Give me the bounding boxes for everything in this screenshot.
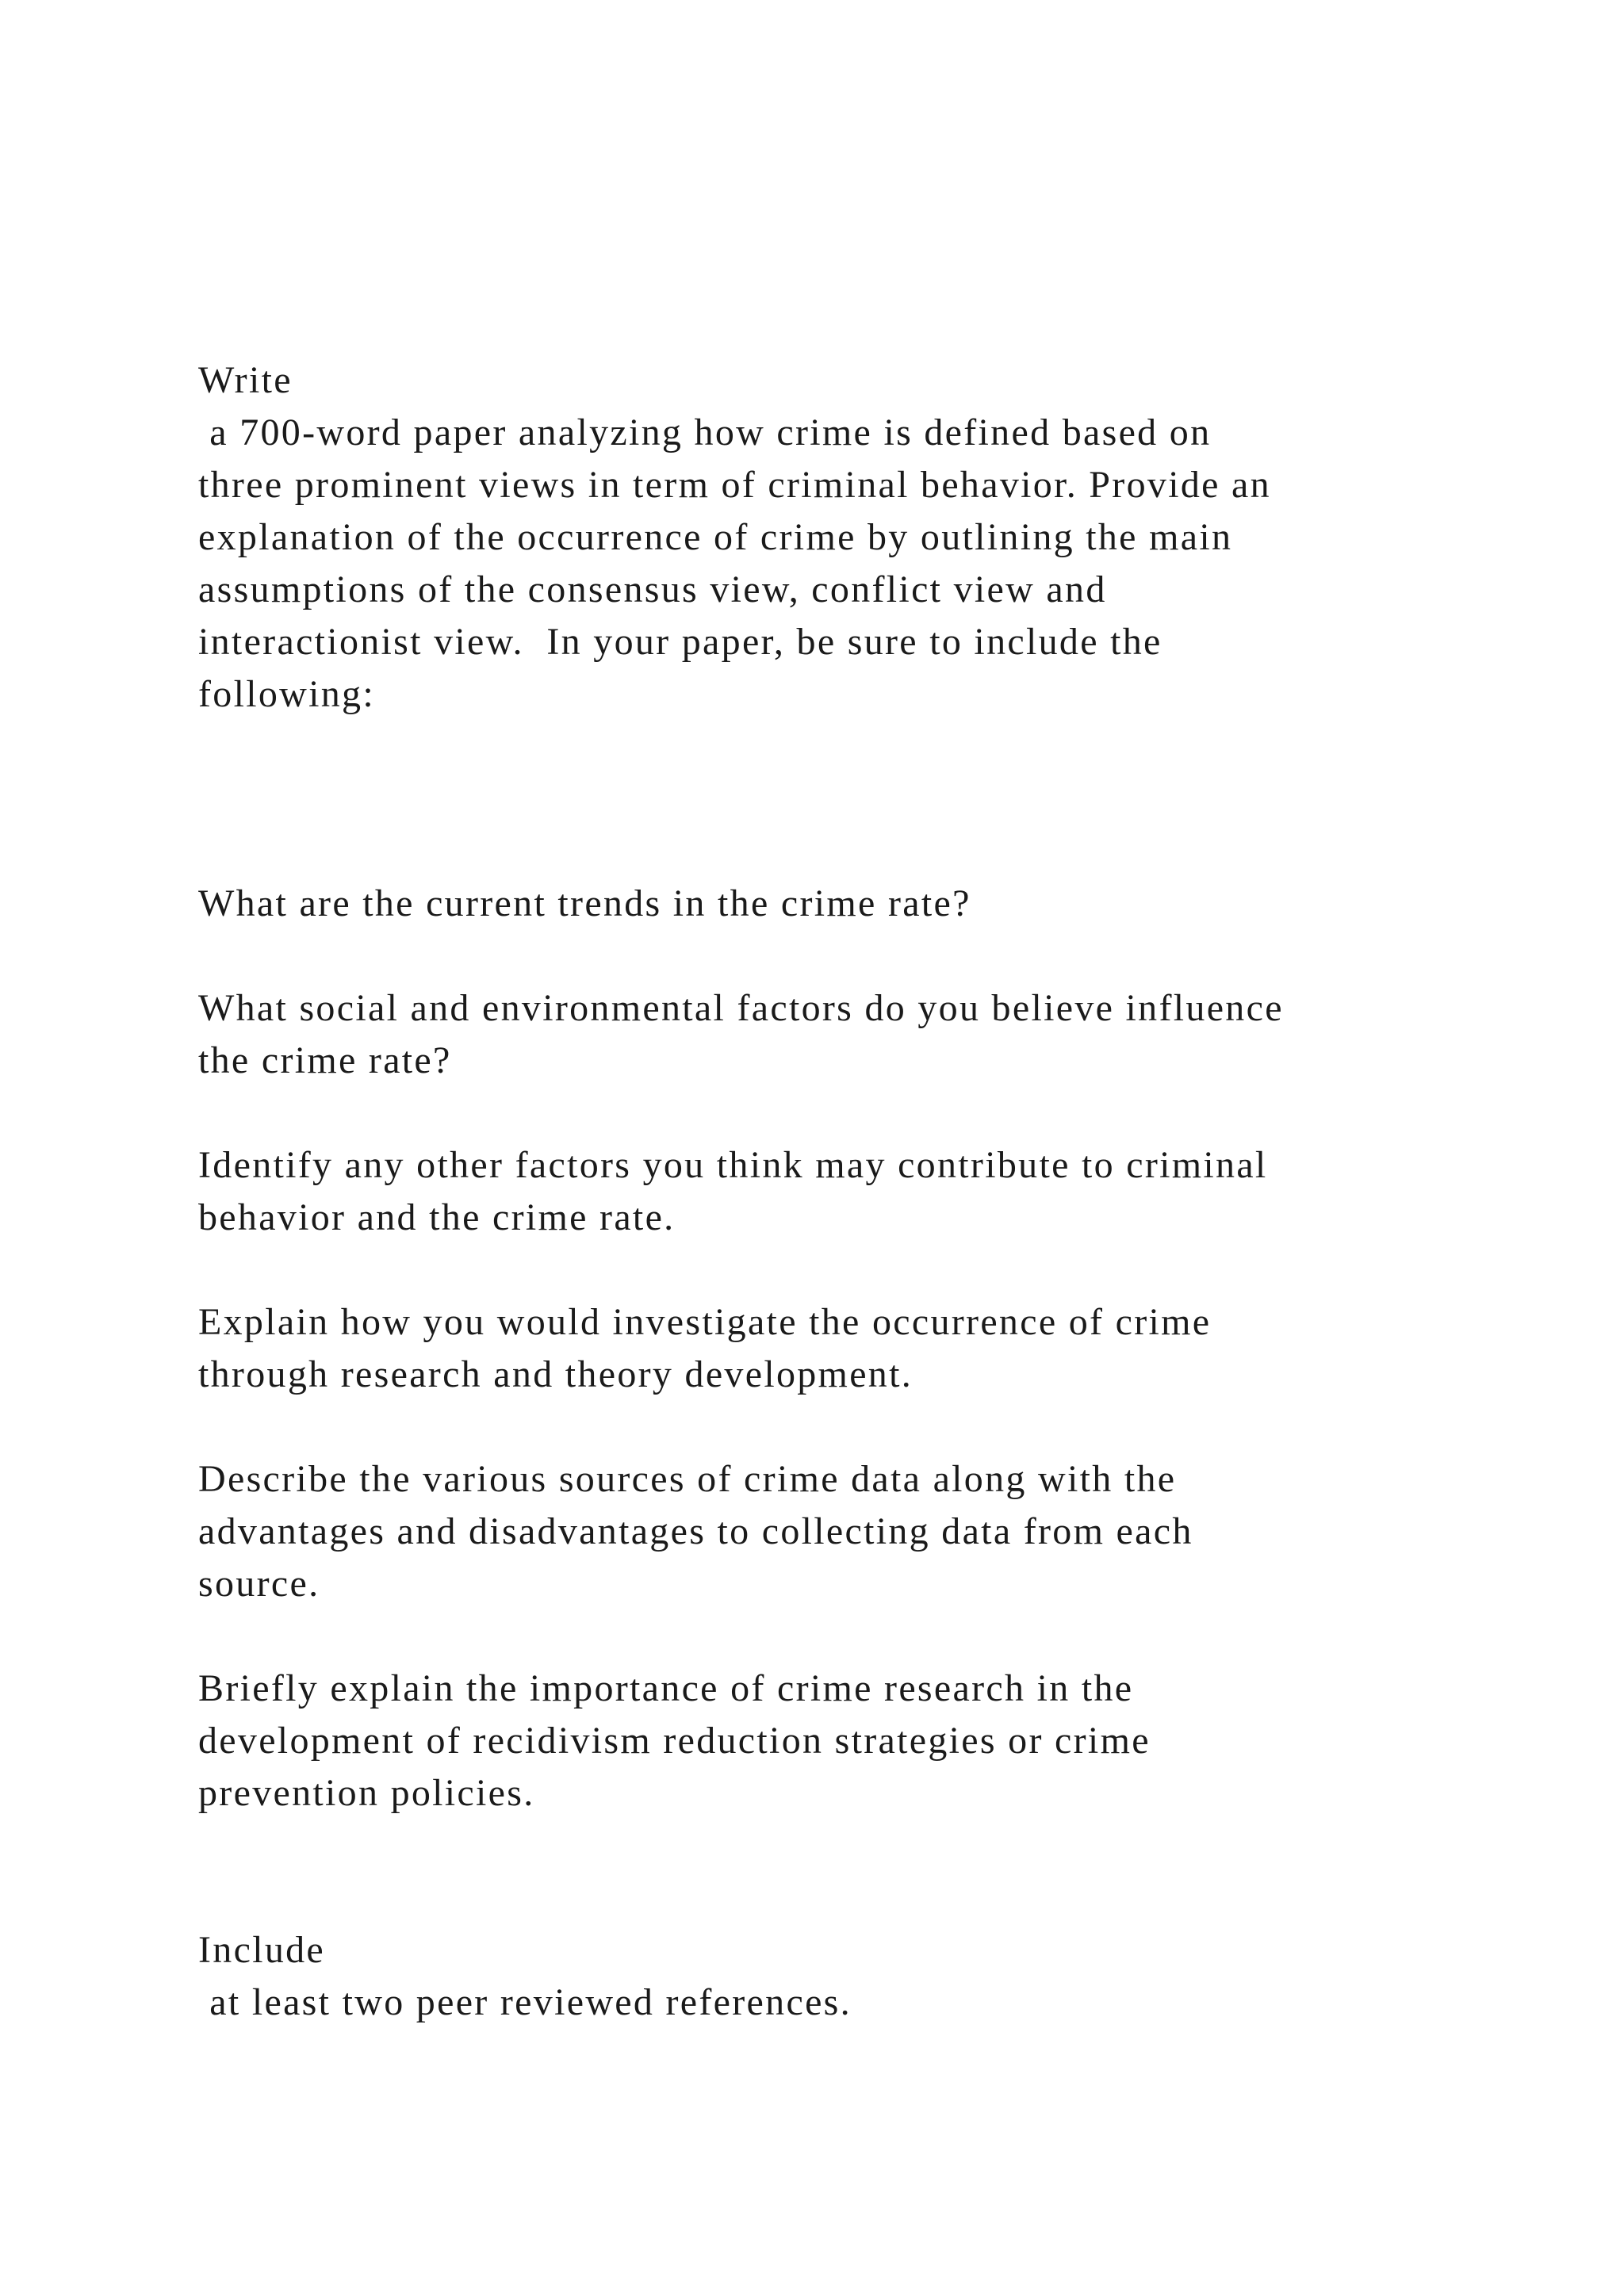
item-line: Explain how you would investigate the occurrence of crime — [198, 1301, 1212, 1343]
blank-line — [198, 1244, 1546, 1296]
blank-line — [198, 1401, 1546, 1453]
intro-line: Write — [198, 359, 293, 401]
item-line: development of recidivism reduction strategies or crime — [198, 1720, 1151, 1762]
item-line: source. — [198, 1563, 320, 1605]
intro-line: three prominent views in term of criminal behavior. Provide an — [198, 464, 1271, 506]
item-line: advantages and disadvantages to collecting data from each — [198, 1510, 1193, 1552]
item-line: through research and theory development. — [198, 1353, 914, 1395]
blank-line — [198, 1820, 1546, 1872]
item-line: Identify any other factors you think may contribute to criminal — [198, 1144, 1268, 1186]
assignment-text — [198, 354, 1546, 2029]
item-line: behavior and the crime rate. — [198, 1196, 676, 1238]
blank-line — [198, 773, 1546, 825]
closing-line: at least two peer reviewed references. — [198, 1981, 852, 2023]
blank-line — [198, 1087, 1546, 1139]
item-line: Describe the various sources of crime data along with the — [198, 1458, 1177, 1500]
intro-line: a 700-word paper analyzing how crime is defined based on — [198, 411, 1212, 453]
intro-line: following: — [198, 673, 375, 715]
intro-line: interactionist view. In your paper, be sure to include the — [198, 621, 1162, 663]
item-line: the crime rate? — [198, 1039, 452, 1081]
blank-line — [198, 1610, 1546, 1663]
intro-line: assumptions of the consensus view, conflict view and — [198, 568, 1107, 610]
item-line: What are the current trends in the crime rate? — [198, 882, 971, 924]
item-line: What social and environmental factors do you believe influence — [198, 987, 1284, 1029]
intro-line: explanation of the occurrence of crime by outlining the main — [198, 516, 1233, 558]
item-line: Briefly explain the importance of crime research in the — [198, 1667, 1134, 1709]
blank-line — [198, 930, 1546, 982]
blank-line — [198, 721, 1546, 773]
closing-line: Include — [198, 1929, 326, 1971]
item-line: prevention policies. — [198, 1772, 535, 1814]
blank-line — [198, 1872, 1546, 1924]
blank-line — [198, 825, 1546, 878]
